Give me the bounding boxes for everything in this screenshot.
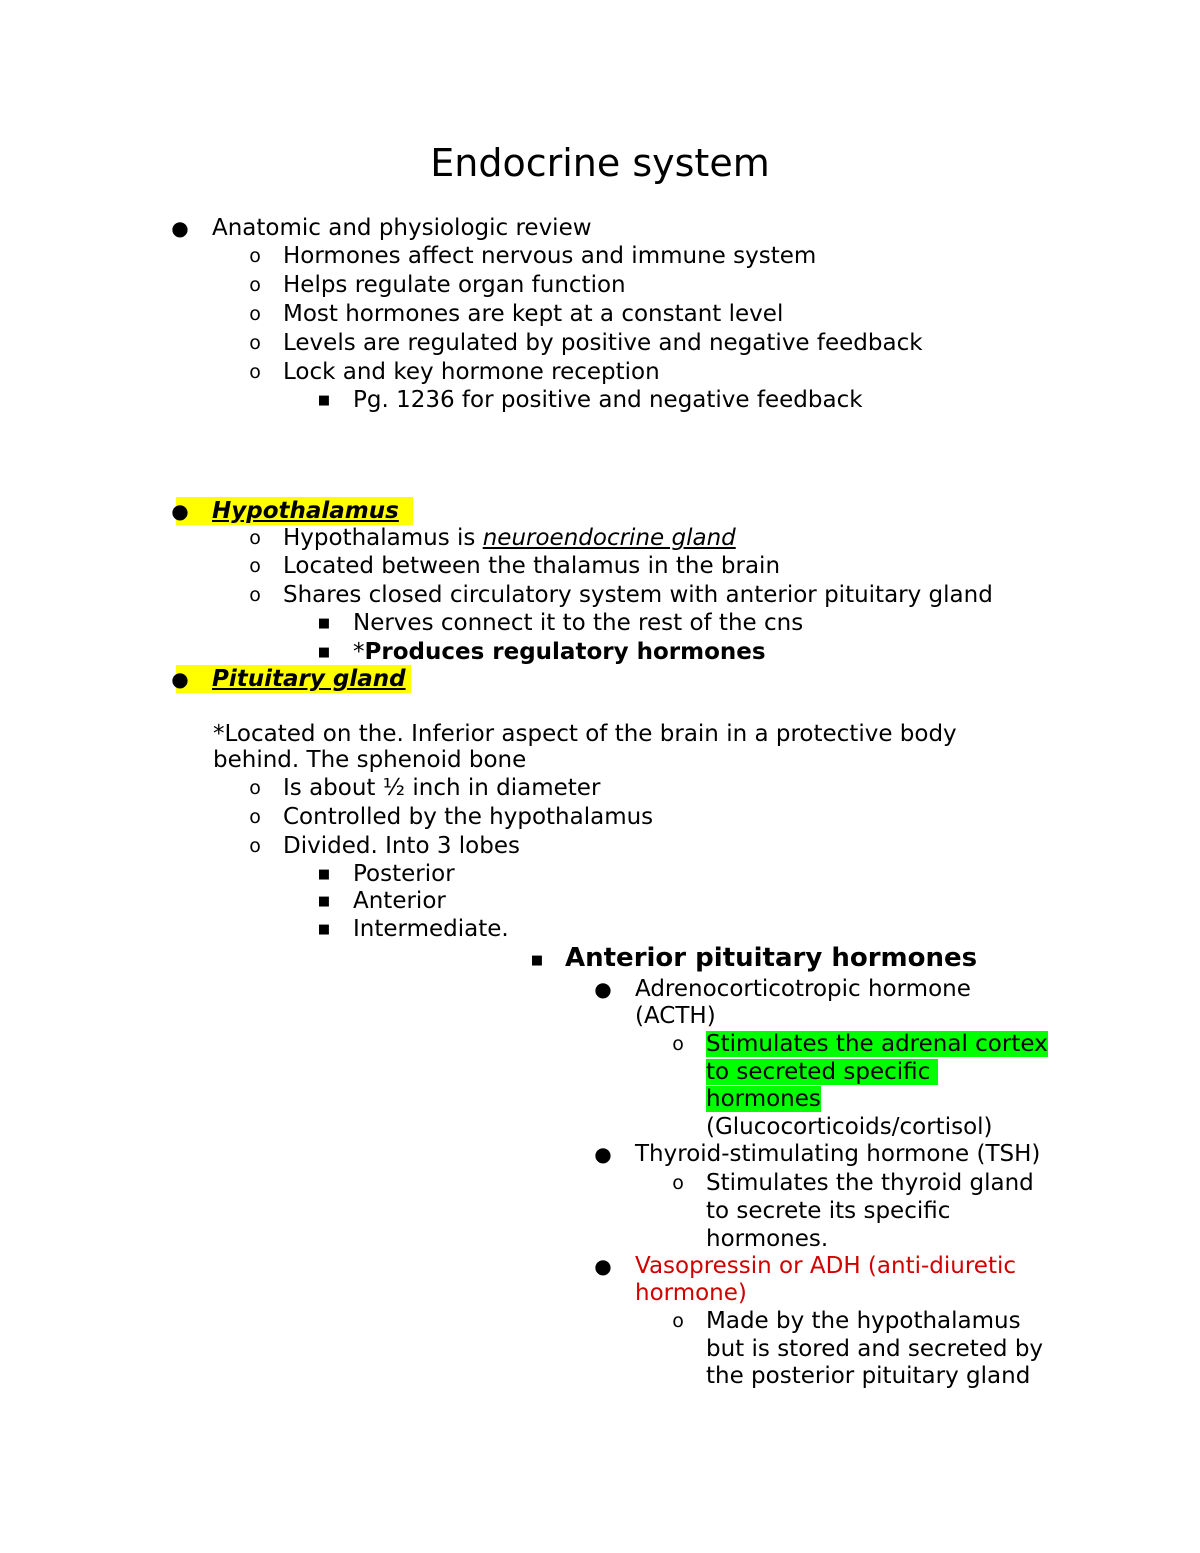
square-bullet-icon: ■ [317, 894, 331, 909]
hormone-desc [706, 1085, 821, 1114]
circle-bullet-icon: o [249, 245, 261, 267]
square-bullet-icon: ■ [530, 953, 544, 968]
bullet-icon: ● [171, 499, 189, 523]
pituitary-item: Is about ½ inch in diameter [283, 775, 601, 801]
pituitary-note: behind. The sphenoid bone [213, 747, 527, 773]
highlighted-text: Stimulates the adrenal cortex [706, 1031, 1048, 1057]
term-text: neuroendocrine gland [482, 525, 736, 551]
hormone-desc [706, 1058, 938, 1087]
circle-bullet-icon: o [672, 1310, 684, 1332]
circle-bullet-icon: o [249, 274, 261, 296]
bullet-icon: ● [171, 216, 189, 240]
hormone-desc [706, 1030, 1048, 1059]
highlighted-text: to secreted specific [706, 1059, 938, 1085]
pituitary-heading: Pituitary gland [212, 666, 406, 692]
anterior-heading: Anterior pituitary hormones [565, 943, 978, 973]
circle-bullet-icon: o [249, 584, 261, 606]
item-text: Hypothalamus is [283, 525, 483, 551]
lobe-item: Intermediate. [353, 916, 509, 942]
circle-bullet-icon: o [249, 527, 261, 549]
highlighted-text: hormones [706, 1086, 821, 1112]
square-bullet-icon: ■ [317, 645, 331, 660]
review-item: Most hormones are kept at a constant level [283, 301, 784, 327]
bullet-icon: ● [594, 1254, 612, 1278]
review-item: Hormones affect nervous and immune system [283, 243, 817, 269]
hormone-name: Thyroid-stimulating hormone (TSH) [635, 1141, 1041, 1167]
square-bullet-icon: ■ [317, 922, 331, 937]
hypothalamus-subitem: Nerves connect it to the rest of the cns [353, 610, 804, 636]
review-subitem: Pg. 1236 for positive and negative feedback [353, 387, 863, 413]
circle-bullet-icon: o [249, 835, 261, 857]
bold-text: Produces regulatory hormones [364, 639, 766, 665]
hormone-desc: but is stored and secreted by [706, 1336, 1044, 1362]
square-bullet-icon: ■ [317, 867, 331, 882]
hormone-name: Adrenocorticotropic hormone [635, 976, 971, 1002]
circle-bullet-icon: o [672, 1033, 684, 1055]
circle-bullet-icon: o [249, 303, 261, 325]
circle-bullet-icon: o [249, 332, 261, 354]
hormone-desc: hormones. [706, 1226, 829, 1252]
circle-bullet-icon: o [249, 777, 261, 799]
circle-bullet-icon: o [249, 555, 261, 577]
review-item: Helps regulate organ function [283, 272, 626, 298]
lobe-item: Anterior [353, 888, 446, 914]
hormone-desc: (Glucocorticoids/cortisol) [706, 1114, 993, 1140]
hypothalamus-heading: Hypothalamus [212, 498, 399, 524]
bullet-icon: ● [594, 977, 612, 1001]
hormone-desc: Stimulates the thyroid gland [706, 1170, 1034, 1196]
hypothalamus-item: Located between the thalamus in the brain [283, 553, 781, 579]
hypothalamus-subitem [353, 638, 766, 667]
circle-bullet-icon: o [249, 361, 261, 383]
hypothalamus-item [283, 524, 736, 553]
lobe-item: Posterior [353, 861, 455, 887]
hormone-name: (ACTH) [635, 1003, 716, 1029]
hormone-name: hormone) [635, 1280, 747, 1306]
bullet-icon: ● [594, 1142, 612, 1166]
bullet-icon: ● [171, 667, 189, 691]
pituitary-item: Divided. Into 3 lobes [283, 833, 520, 859]
hormone-desc: the posterior pituitary gland [706, 1363, 1031, 1389]
square-bullet-icon: ■ [317, 393, 331, 408]
square-bullet-icon: ■ [317, 616, 331, 631]
hormone-desc: Made by the hypothalamus [706, 1308, 1021, 1334]
circle-bullet-icon: o [672, 1172, 684, 1194]
circle-bullet-icon: o [249, 806, 261, 828]
review-item: Lock and key hormone reception [283, 359, 660, 385]
pituitary-note: *Located on the. Inferior aspect of the brain in a protective body [213, 721, 957, 747]
hormone-desc: to secrete its specific [706, 1198, 951, 1224]
pituitary-item: Controlled by the hypothalamus [283, 804, 654, 830]
hypothalamus-item: Shares closed circulatory system with anterior pituitary gland [283, 582, 993, 608]
hormone-name: Vasopressin or ADH (anti-diuretic [635, 1253, 1017, 1279]
star-text: * [353, 639, 365, 665]
review-item: Levels are regulated by positive and negative feedback [283, 330, 923, 356]
page-title: Endocrine system [430, 141, 770, 185]
review-heading: Anatomic and physiologic review [212, 215, 592, 241]
